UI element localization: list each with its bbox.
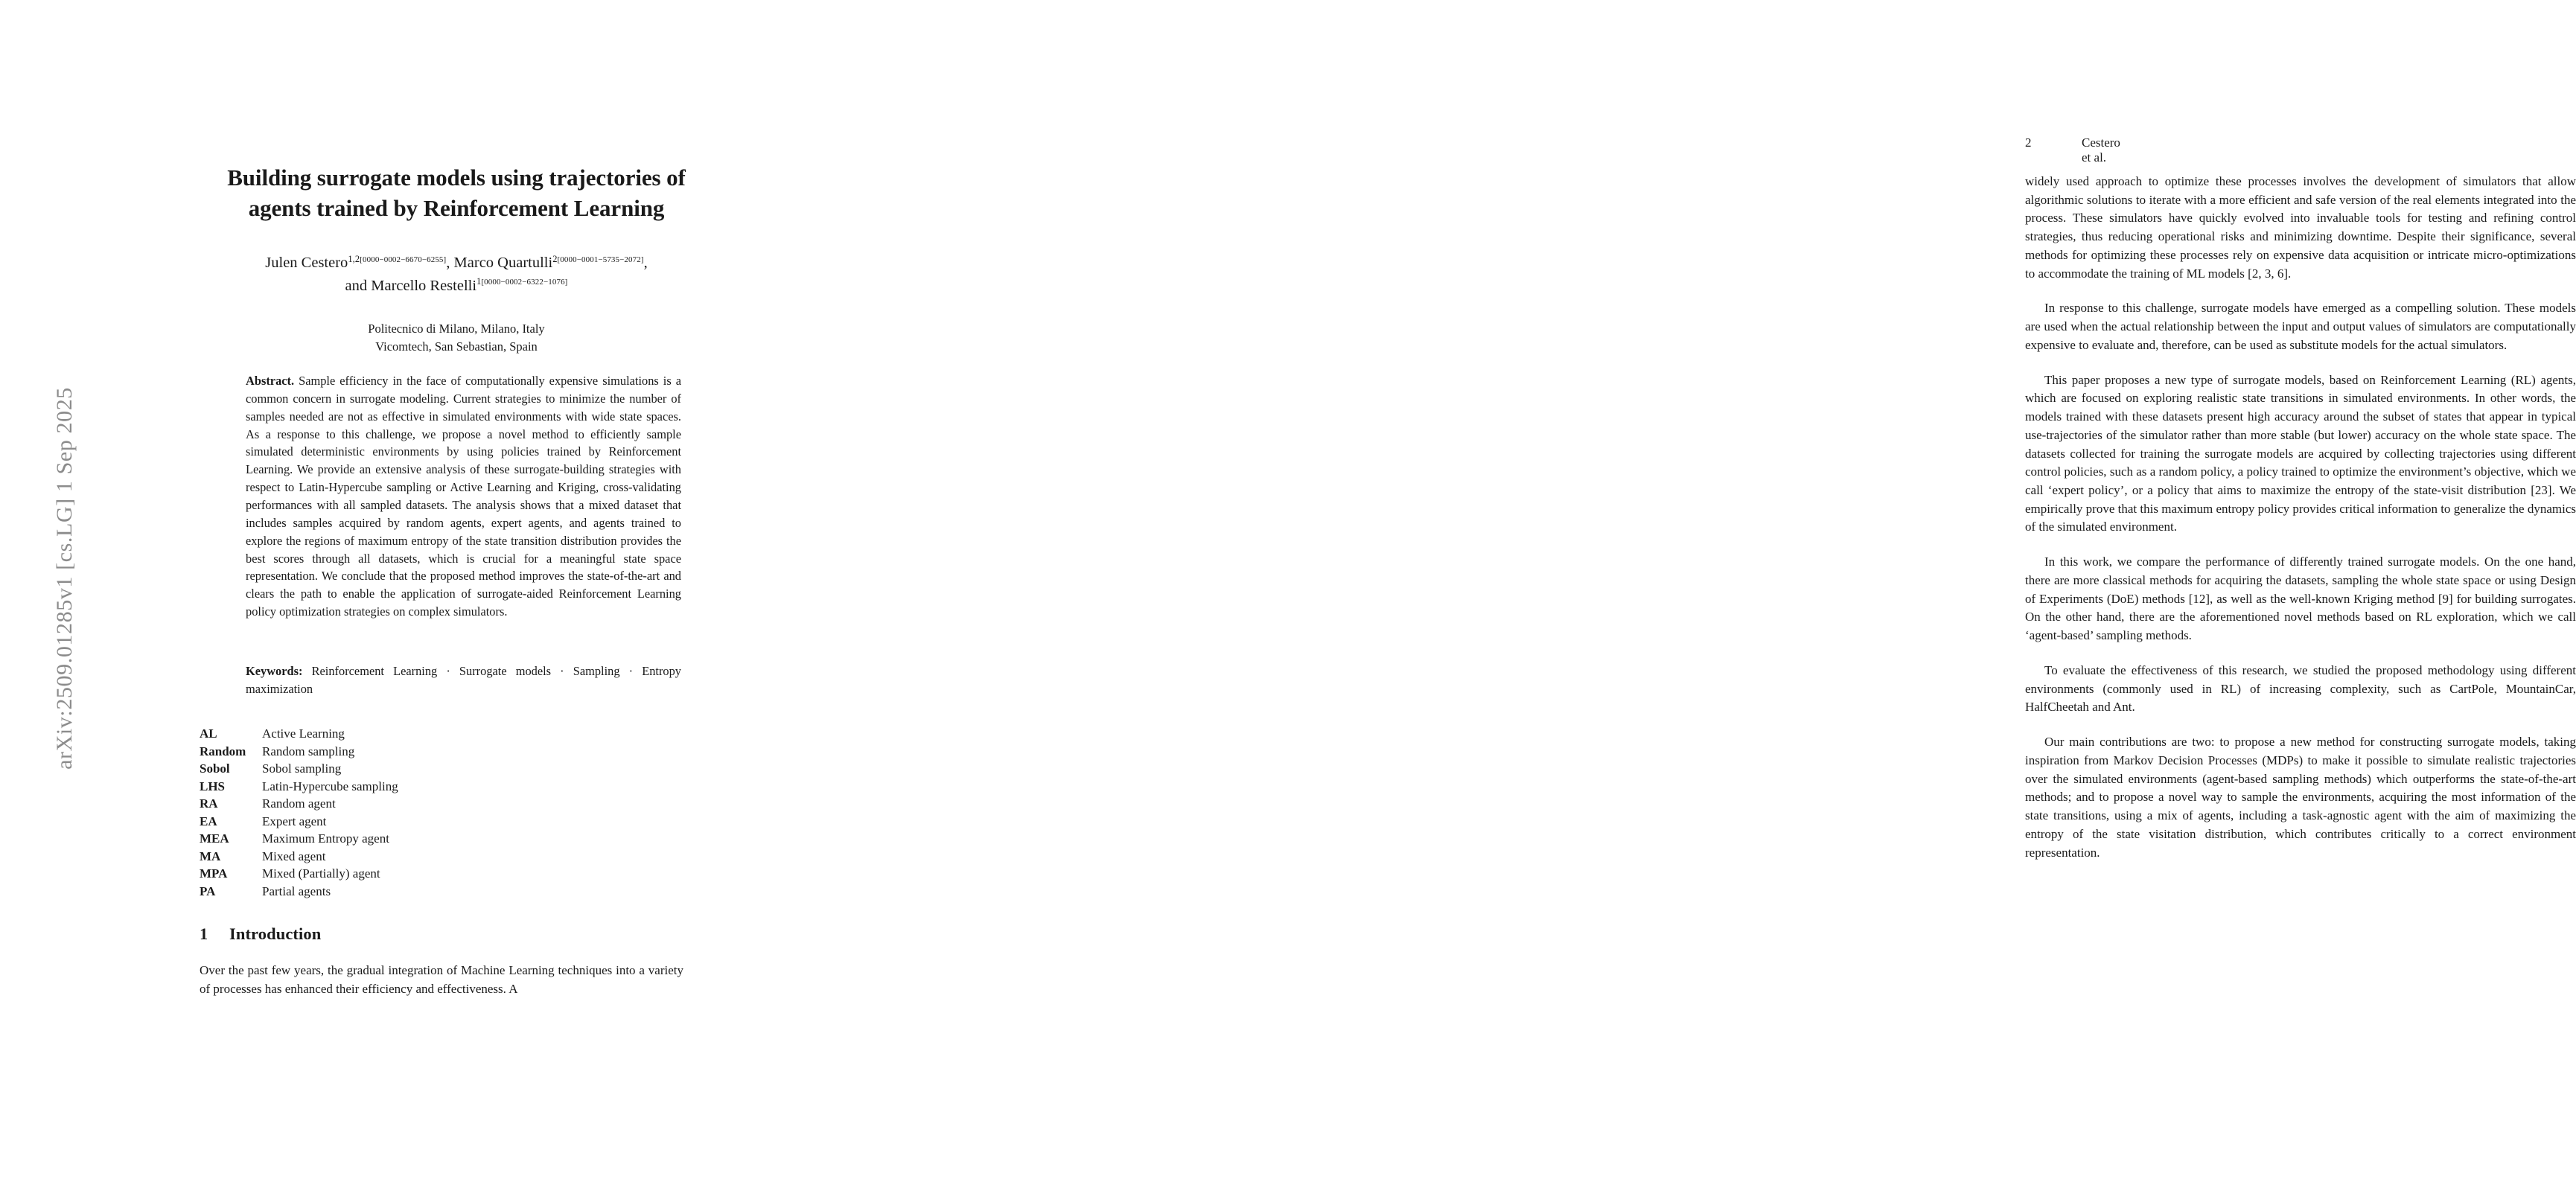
author-name-1: Julen Cestero [265,255,348,272]
abbreviation-value: Maximum Entropy agent [262,831,389,846]
abbreviation-key: AL [200,726,217,741]
list-item [200,885,646,903]
abbreviation-value: Active Learning [262,726,345,741]
keywords-text: Reinforcement Learning · Surrogate models · Sampling · Entropy maximization [246,664,681,696]
author-affil-marker-1 [348,254,446,264]
abbreviation-list [200,727,646,902]
running-title: Cestero et al. [2082,135,2120,164]
keywords-label: Keywords: [246,664,303,678]
author-affil-number-1: 1,2 [348,253,360,264]
list-item [200,780,646,798]
abbreviation-key: Random [200,744,246,758]
author-affil-number-3: 1 [476,276,482,287]
author-name-3: Marcello Restelli [371,278,477,295]
list-item [200,745,646,763]
affiliation-2: Vicomtech, San Sebastian, Spain [375,339,538,354]
list-item [200,762,646,780]
abbreviation-value: Random agent [262,796,336,811]
affiliation-1: Politecnico di Milano, Milano, Italy [368,321,545,336]
page-right-body-page [911,0,2576,1179]
author-affil-marker-2 [552,254,643,264]
section-number: 1 [200,924,208,943]
running-header [2025,135,2120,165]
arxiv-identifier-stamp: arXiv:2509.01285v1 [cs.LG] 1 Sep 2025 [52,387,77,770]
section-title: Introduction [229,924,322,943]
abbreviation-value: Expert agent [262,814,327,828]
abstract-block [246,372,681,621]
author-orcid-3: [0000−0002−6322−1076] [481,278,568,287]
abbreviation-value: Sobol sampling [262,761,342,776]
paragraph: To evaluate the effectiveness of this research, we studied the proposed methodology using different environments (commonly used in RL) of increasing complexity, such as CartPole, MountainCar, HalfCheetah and Ant. [2025,662,2576,715]
abbreviation-value: Partial agents [262,884,331,898]
abbreviation-value: Mixed (Partially) agent [262,866,380,881]
author-orcid-1: [0000−0002−6670−6255] [360,255,447,264]
section-heading-introduction [200,924,321,944]
abbreviation-value: Latin-Hypercube sampling [262,779,398,793]
introduction-body [200,962,683,998]
abstract-paragraph [246,372,681,621]
author-affil-marker-3 [476,276,567,287]
paragraph: widely used approach to optimize these processes involves the development of simulators that allow algorithmic solutions to iterate with a more efficient and safe version of the real elements integrated into the process. These simulators have quickly evolved into invaluable tools for testing and refining control strategies, thus reducing operational risks and minimizing downtime. Despite their significance, several methods for optimizing these processes rely on expensive data acquisition or intricate micro-optimizations to accommodate the training of ML models [2, 3, 6]. [2025,174,2576,281]
list-item [200,832,646,850]
abstract-text: Sample efficiency in the face of computationally expensive simulations is a common concern in surrogate modeling. Current strategies to minimize the number of samples needed are not as effective in simulated environments with wide state spaces. As a response to this challenge, we propose a novel method to efficiently sample simulated deterministic environments by using policies trained by Reinforcement Learning. We provide an extensive analysis of these surrogate-building strategies with respect to Latin-Hypercube sampling or Active Learning and Kriging, cross-validating performances with all sampled datasets. The analysis shows that a mixed dataset that includes samples acquired by random agents, expert agents, and agents trained to explore the regions of maximum entropy of the state transition distribution provides the best scores through all datasets, which is crucial for a meaningful state space representation. We conclude that the proposed method improves the state-of-the-art and clears the path to enable the application of surrogate-aided Reinforcement Learning policy optimization strategies on complex simulators. [246,374,681,619]
title-block [211,162,702,357]
title-line-1: Building surrogate models using trajectories of [227,164,686,191]
affiliation-list [211,320,702,357]
abbreviation-key: MA [200,849,221,863]
page-left-title-page [0,0,911,1179]
author-separator-2: , [643,255,648,272]
abbreviation-key: PA [200,884,216,898]
list-item [200,850,646,868]
keywords-block [246,662,681,698]
abbreviation-value: Random sampling [262,744,355,758]
author-separator-1: , [446,255,454,272]
author-conjunction: and [345,278,372,295]
abbreviation-key: MPA [200,866,228,881]
list-item [200,867,646,885]
paragraph: Our main contributions are two: to propose a new method for constructing surrogate models, taking inspiration from Markov Decision Processes (MDPs) to make it possible to simulate realistic trajectories over the simulated environments (agent-based sampling methods) which outperforms the state-of-the-art methods; and to propose a novel way to sample the environments, acquiring the most information of the state transitions, using a mix of agents, including a task-agnostic agent with the aim of maximizing the entropy of the state visitation distribution, which contributes critically to a correct environment representation. [2025,735,2576,860]
author-name-2: Marco Quartulli [453,255,553,272]
abbreviation-key: EA [200,814,217,828]
author-orcid-2: [0000−0001−5735−2072] [557,255,644,264]
paragraph: In this work, we compare the performance of differently trained surrogate models. On the one hand, there are more classical methods for acquiring the datasets, sampling the whole state space or using Design of Experiments (DoE) methods [12], as well as the well-known Kriging method [9] for building surrogates. On the other hand, there are the aforementioned novel methods based on RL exploration, which we call ‘agent-based’ sampling methods. [2025,555,2576,643]
abbreviation-key: Sobol [200,761,230,776]
page-number: 2 [2025,135,2032,150]
page-title [211,162,702,223]
abbreviation-key: MEA [200,831,229,846]
author-affil-number-2: 2 [552,253,558,264]
list-item [200,815,646,833]
paragraph: Over the past few years, the gradual integration of Machine Learning techniques into a variety of processes has enhanced their efficiency and effectiveness. A [200,963,683,996]
list-item [200,727,646,745]
abbreviation-key: RA [200,796,218,811]
paragraph: In response to this challenge, surrogate models have emerged as a compelling solution. These models are used when the actual relationship between the input and output values of simulators are computationally expensive to evaluate and, therefore, can be used as substitute models for the actual simulators. [2025,301,2576,352]
author-list [211,252,702,298]
title-line-2: agents trained by Reinforcement Learning [248,195,665,222]
list-item [200,797,646,815]
abstract-label: Abstract. [246,374,295,388]
abbreviation-value: Mixed agent [262,849,326,863]
body-column [2025,173,2576,862]
abbreviation-key: LHS [200,779,226,793]
paragraph: This paper proposes a new type of surrogate models, based on Reinforcement Learning (RL) agents, which are focused on exploring realistic state transitions in simulated environments. In other words, the models trained with these datasets present high accuracy around the subset of states that appear in typical use-trajectories of the simulator rather than more stable (but lower) accuracy on the whole state space. The datasets collected for training the surrogate models are acquired by collecting trajectories using different control policies, such as a random policy, a policy trained to optimize the environment’s objective, which we call ‘expert policy’, or a policy that aims to maximize the entropy of the state-visit distribution [23]. We empirically prove that this maximum entropy policy provides critical information to generalize the dynamics of the simulated environment. [2025,372,2576,534]
